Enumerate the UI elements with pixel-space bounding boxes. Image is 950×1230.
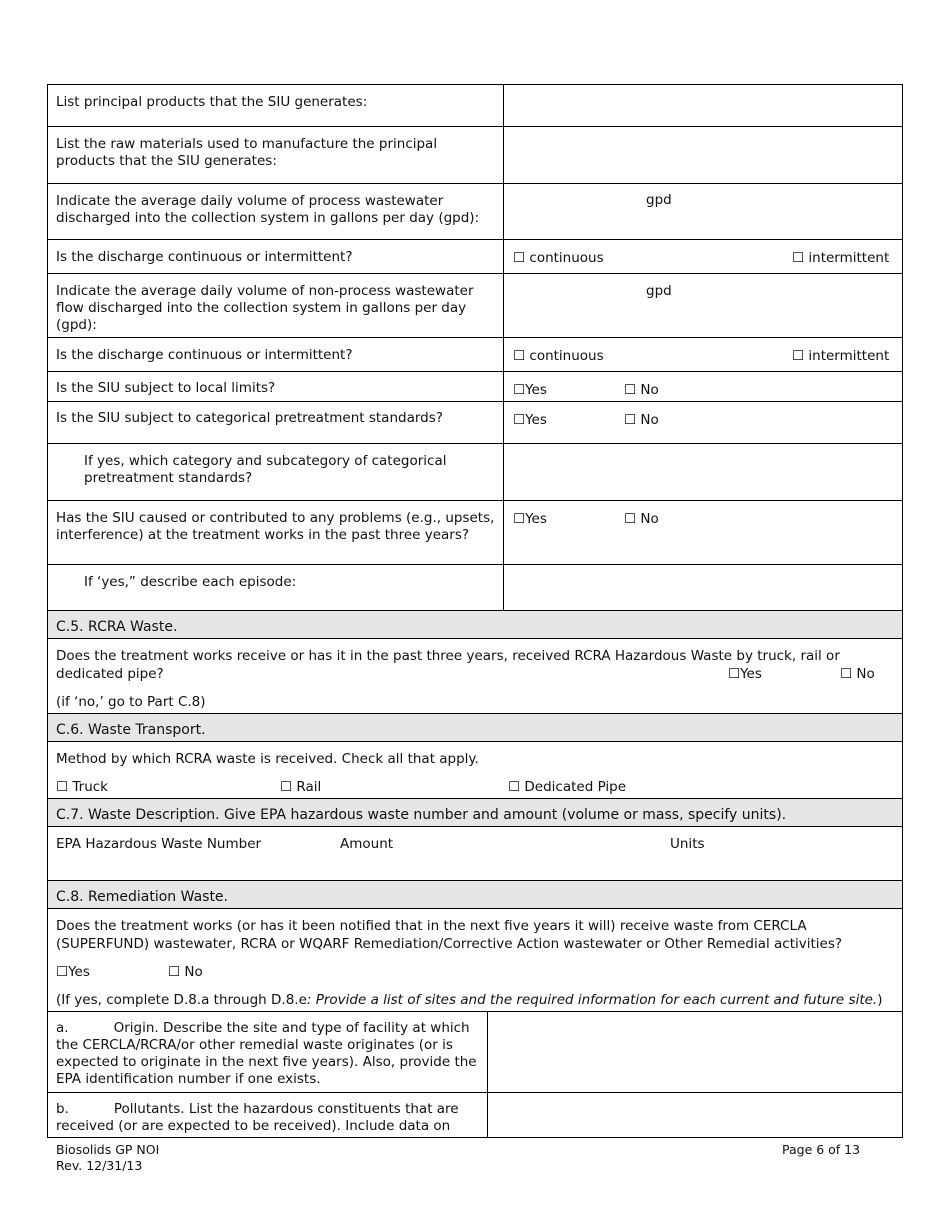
form-table	[47, 84, 903, 1138]
row-origin	[48, 1012, 902, 1093]
section-c8-body	[48, 909, 902, 1012]
section-c6-body	[48, 742, 902, 799]
row-episodes	[48, 565, 902, 611]
principal-products-field[interactable]	[504, 85, 902, 126]
row-problems	[48, 501, 902, 565]
intermittent-checkbox[interactable]: ☐ intermittent	[792, 348, 890, 364]
yes-checkbox[interactable]: ☐Yes	[513, 382, 547, 398]
section-c8-header	[48, 881, 902, 909]
gpd-unit: gpd	[646, 192, 672, 208]
row-raw-materials	[48, 127, 902, 184]
origin-field[interactable]	[488, 1012, 902, 1092]
question-label: Has the SIU caused or contributed to any problems (e.g., upsets, interference) at the treatment works in the past three years?	[48, 501, 504, 564]
row-discharge-type	[48, 240, 902, 274]
gpd-unit: gpd	[646, 283, 672, 299]
pollutants-label: b. Pollutants. List the hazardous constituents that are received (or are expected to be received). Include data on	[48, 1093, 488, 1138]
question-label: List the raw materials used to manufacture the principal products that the SIU generates:	[48, 127, 504, 183]
question-label: Indicate the average daily volume of process wastewater discharged into the collection system in gallons per day (gpd):	[48, 184, 504, 239]
question-text: dedicated pipe?	[56, 666, 164, 682]
document-name: Biosolids GP NOI	[56, 1142, 160, 1157]
yes-checkbox[interactable]: ☐Yes	[728, 666, 762, 682]
section-title: C.6. Waste Transport.	[56, 722, 206, 738]
no-checkbox[interactable]: ☐ No	[624, 511, 659, 527]
question-label: If yes, which category and subcategory of categorical pretreatment standards?	[48, 444, 504, 500]
column-amount: Amount	[340, 836, 394, 852]
row-category-subcategory	[48, 444, 902, 501]
continuous-checkbox[interactable]: ☐ continuous	[513, 348, 604, 364]
section-title: C.5. RCRA Waste.	[56, 619, 178, 635]
no-checkbox[interactable]: ☐ No	[840, 666, 875, 682]
yes-checkbox[interactable]: ☐Yes	[513, 412, 547, 428]
question-label: If ‘yes,” describe each episode:	[48, 565, 504, 610]
section-c7-body	[48, 827, 902, 881]
revision-date: Rev. 12/31/13	[56, 1158, 143, 1173]
section-c7-header	[48, 799, 902, 827]
row-principal-products	[48, 85, 902, 127]
question-label: Is the SIU subject to categorical pretreatment standards?	[48, 402, 504, 443]
row-pollutants	[48, 1093, 902, 1138]
question-label: Indicate the average daily volume of non-process wastewater flow discharged into the collection system in gallons per day (gpd):	[48, 274, 504, 337]
footer-left	[56, 1142, 159, 1174]
row-non-process-wastewater	[48, 274, 902, 338]
yes-checkbox[interactable]: ☐Yes	[56, 964, 90, 980]
question-label: Is the discharge continuous or intermittent?	[48, 338, 504, 371]
no-checkbox[interactable]: ☐ No	[624, 382, 659, 398]
truck-checkbox[interactable]: ☐ Truck	[56, 779, 109, 795]
question-text: Does the treatment works receive or has it in the past three years, received RCRA Hazardous Waste by truck, rail or	[56, 648, 840, 664]
column-units: Units	[670, 836, 705, 852]
continuous-checkbox[interactable]: ☐ continuous	[513, 250, 604, 266]
note-text: (if ‘no,’ go to Part C.8)	[56, 694, 206, 710]
question-text: Does the treatment works (or has it been notified that in the next five years it will) receive waste from CERCLA	[56, 918, 807, 934]
raw-materials-field[interactable]	[504, 127, 902, 183]
instruction-text: (If yes, complete D.8.a through D.8.e: Provide a list of sites and the required information for each current and future site.)	[56, 992, 883, 1008]
question-label: Is the SIU subject to local limits?	[48, 372, 504, 401]
category-field[interactable]	[504, 444, 902, 500]
origin-label: a. Origin. Describe the site and type of facility at which the CERCLA/RCRA/or other remedial waste originates (or is expected to originate in the next five years). Also, provide the EPA identification number if one exists.	[48, 1012, 488, 1092]
section-title: C.8. Remediation Waste.	[56, 889, 228, 905]
process-volume-field[interactable]	[504, 184, 902, 239]
question-label: List principal products that the SIU generates:	[48, 85, 504, 126]
no-checkbox[interactable]: ☐ No	[624, 412, 659, 428]
row-local-limits	[48, 372, 902, 402]
no-checkbox[interactable]: ☐ No	[168, 964, 203, 980]
row-discharge-type-2	[48, 338, 902, 372]
section-title: C.7. Waste Description. Give EPA hazardous waste number and amount (volume or mass, specify units).	[56, 807, 787, 823]
section-c5-header	[48, 611, 902, 639]
non-process-volume-field[interactable]	[504, 274, 902, 337]
question-text: (SUPERFUND) wastewater, RCRA or WQARF Remediation/Corrective Action wastewater or Other Remedial activities?	[56, 936, 843, 952]
page-number: Page 6 of 13	[782, 1142, 861, 1157]
rail-checkbox[interactable]: ☐ Rail	[280, 779, 322, 795]
yes-checkbox[interactable]: ☐Yes	[513, 511, 547, 527]
pollutants-field[interactable]	[488, 1093, 902, 1138]
column-hazardous-waste-number: EPA Hazardous Waste Number	[56, 836, 262, 852]
episodes-field[interactable]	[504, 565, 902, 610]
row-process-wastewater	[48, 184, 902, 240]
question-text: Method by which RCRA waste is received. Check all that apply.	[56, 751, 479, 767]
question-label: Is the discharge continuous or intermittent?	[48, 240, 504, 273]
intermittent-checkbox[interactable]: ☐ intermittent	[792, 250, 890, 266]
dedicated-pipe-checkbox[interactable]: ☐ Dedicated Pipe	[508, 779, 627, 795]
section-c5-body	[48, 639, 902, 714]
row-categorical-standards	[48, 402, 902, 444]
section-c6-header	[48, 714, 902, 742]
